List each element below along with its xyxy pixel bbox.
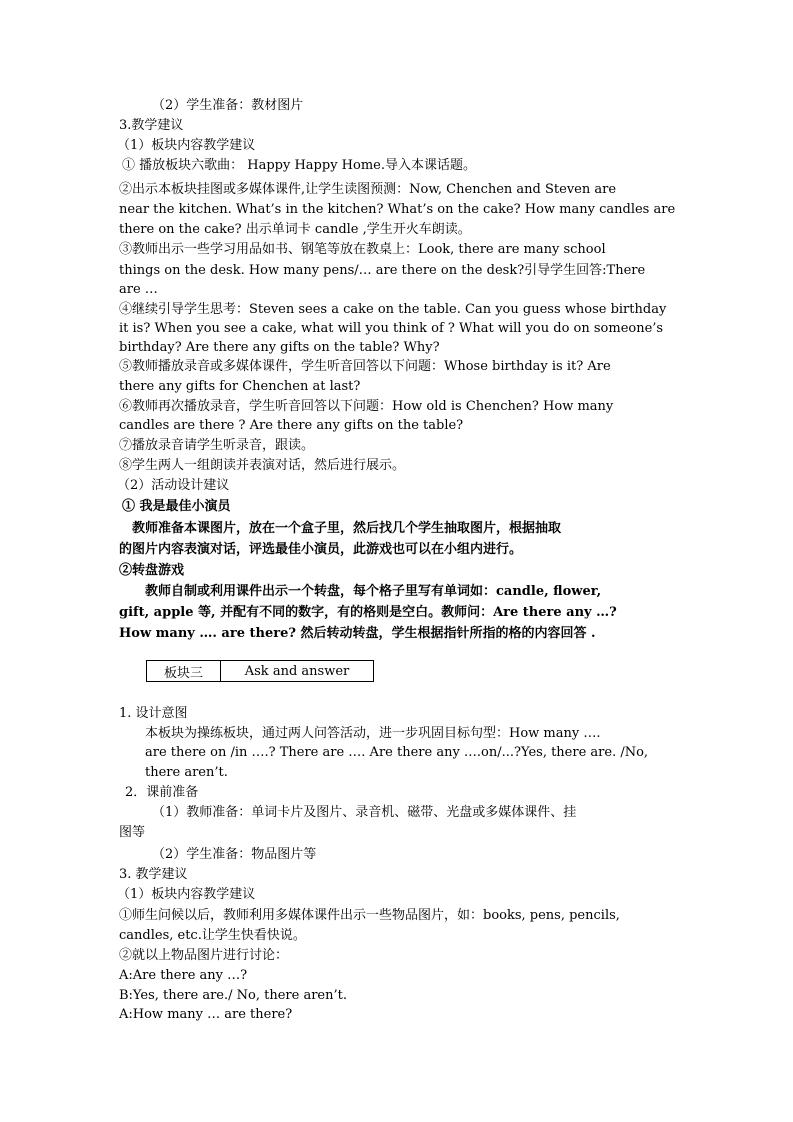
text-line: 的图片内容表演对话，评选最佳小演员，此游戏也可以在小组内进行。 <box>119 542 523 557</box>
section-heading: 3.教学建议 <box>119 118 184 133</box>
subsection-heading: （2）活动设计建议 <box>117 478 230 493</box>
text-line: 图等 <box>119 825 146 840</box>
text-line: there any gifts for Chenchen at last? <box>119 379 361 394</box>
table-section-cell: 板块三 <box>147 661 221 681</box>
activity-title: ②转盘游戏 <box>119 563 185 578</box>
text-line: 本板块为操练板块，通过两人问答活动，进一步巩固目标句型：How many …. <box>145 726 601 741</box>
text-line: 教师准备本课图片，放在一个盒子里，然后找几个学生抽取图片，根据抽取 <box>132 521 562 536</box>
section-heading: 1. 设计意图 <box>119 706 188 721</box>
text-line: （2）学生准备：物品图片等 <box>152 847 317 862</box>
text-line: （1）教师准备：单词卡片及图片、录音机、磁带、光盘或多媒体课件、挂 <box>152 805 577 820</box>
text-line: candles, etc.让学生快看快说。 <box>119 928 306 943</box>
subsection-heading: （1）板块内容教学建议 <box>117 887 256 902</box>
text-line: there aren’t. <box>145 765 228 780</box>
text-line: are … <box>119 282 158 297</box>
text-line: ②出示本板块挂图或多媒体课件,让学生读图预测：Now, Chenchen and Steven are <box>119 182 617 197</box>
text-line: ②就以上物品图片进行讨论： <box>119 948 289 963</box>
text-line: ⑧学生两人一组朗读并表演对话，然后进行展示。 <box>119 458 406 473</box>
dialogue-line: B:Yes, there are./ No, there aren’t. <box>119 988 347 1003</box>
activity-title: ① 我是最佳小演员 <box>122 499 231 514</box>
text-line: ③教师出示一些学习用品如书、钢笔等放在教桌上：Look, there are many school <box>119 242 606 257</box>
text-line: ⑤教师播放录音或多媒体课件，学生听音回答以下问题：Whose birthday is it? Are <box>119 359 611 374</box>
text-line: ① 播放板块六歌曲： Happy Happy Home.导入本课话题。 <box>122 158 476 173</box>
text-line: ⑦播放录音请学生听录音，跟读。 <box>119 438 315 453</box>
section-table <box>146 660 374 682</box>
section-heading: 3. 教学建议 <box>119 867 188 882</box>
text-line: things on the desk. How many pens/… are there on the desk?引导学生回答:There <box>119 263 646 278</box>
dialogue-line: A:Are there any …? <box>119 968 248 983</box>
text-line: are there on /in ….? There are …. Are there any ….on/...?Yes, there are. /No, <box>145 745 649 760</box>
text-line: 教师自制或利用课件出示一个转盘，每个格子里写有单词如：candle, flower, <box>145 584 602 599</box>
text-line: （2）学生准备：教材图片 <box>152 98 304 113</box>
text-line: candles are there ? Are there any gifts on the table? <box>119 418 464 433</box>
text-line: ⑥教师再次播放录音，学生听音回答以下问题：How old is Chenchen? How many <box>119 399 614 414</box>
text-line: it is? When you see a cake, what will you think of ? What will you do on someone’s <box>119 321 664 336</box>
dialogue-line: A:How many … are there? <box>119 1007 293 1022</box>
text-line: ④继续引导学生思考：Steven sees a cake on the table. Can you guess whose birthday <box>119 302 667 317</box>
section-heading: 2．课前准备 <box>125 785 199 800</box>
text-line: there on the cake? 出示单词卡 candle ,学生开火车朗读。 <box>119 222 471 237</box>
text-line: near the kitchen. What’s in the kitchen? What’s on the cake? How many candles are <box>119 202 676 217</box>
text-line: gift, apple 等, 并配有不同的数字，有的格则是空白。教师问：Are there any …? <box>119 605 617 620</box>
text-line: How many …. are there? 然后转动转盘，学生根据指针所指的格的内容回答 . <box>119 626 596 641</box>
text-line: ①师生问候以后，教师利用多媒体课件出示一些物品图片，如：books, pens, pencils, <box>119 908 620 923</box>
subsection-heading: （1）板块内容教学建议 <box>117 138 256 153</box>
table-title-cell: Ask and answer <box>244 663 350 679</box>
text-line: birthday? Are there any gifts on the table? Why? <box>119 340 440 355</box>
